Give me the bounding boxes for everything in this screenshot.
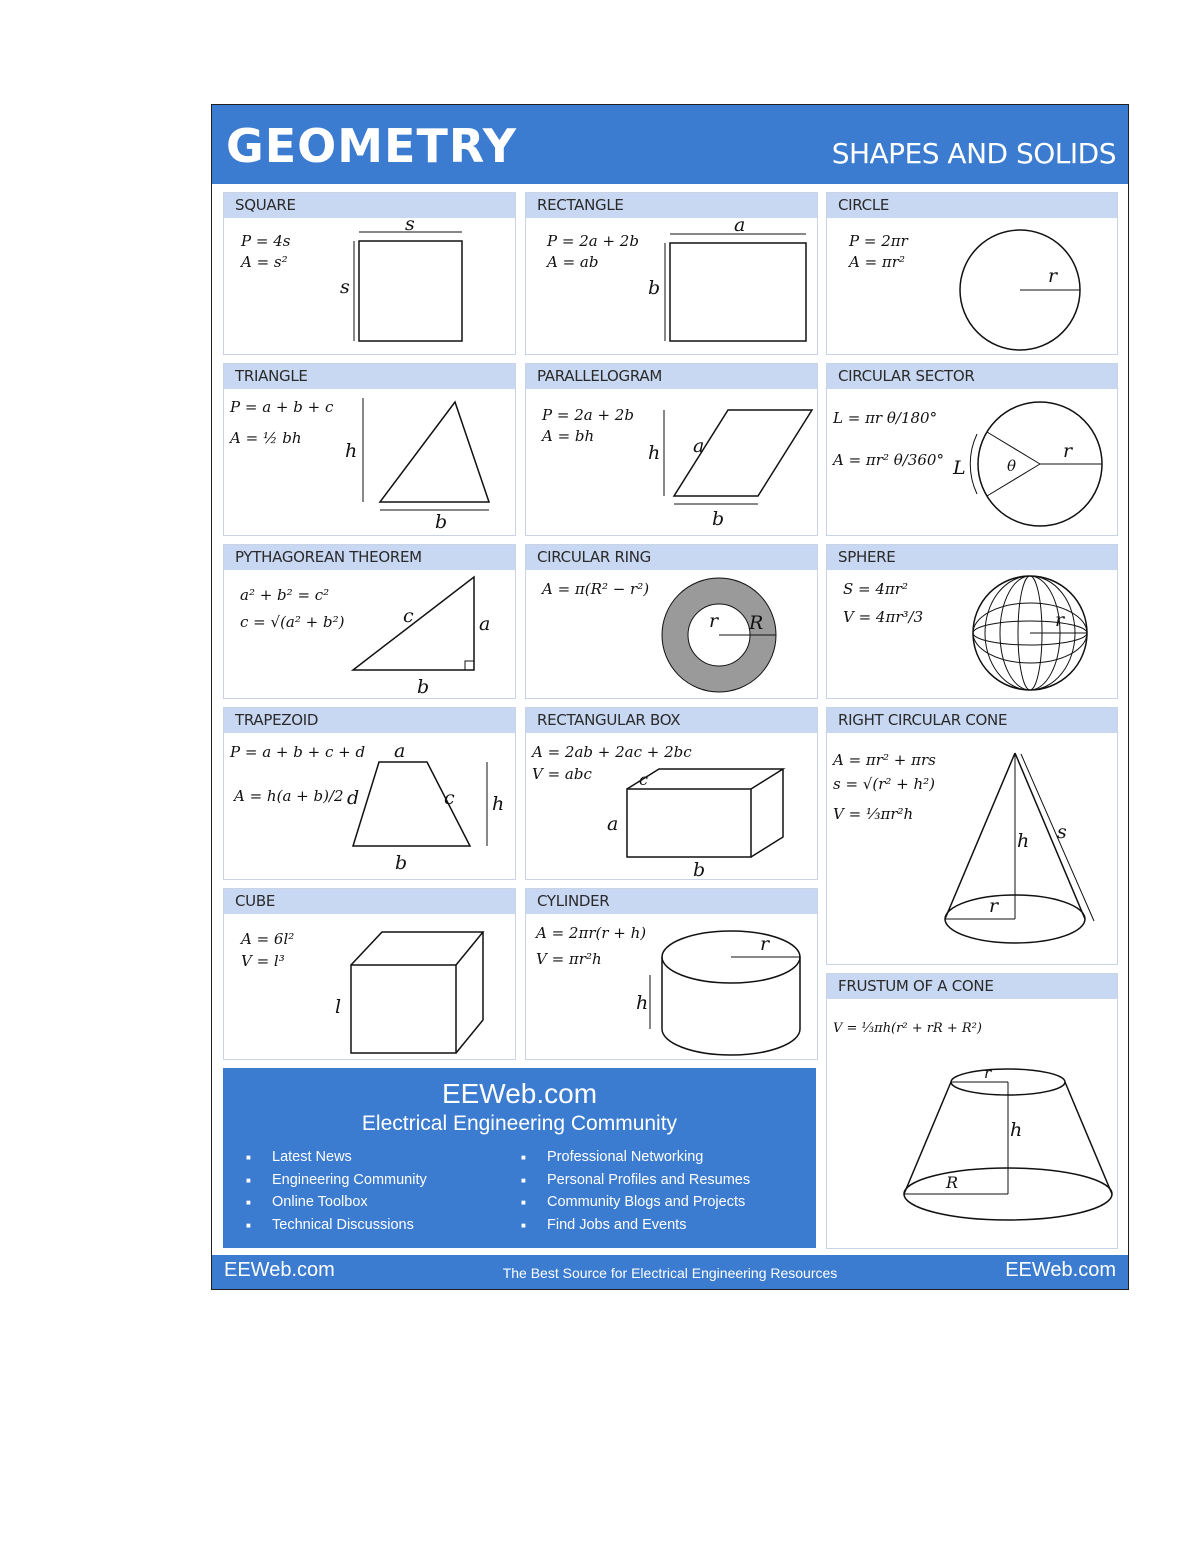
- label-height: h: [648, 442, 661, 464]
- label-radius: r: [989, 895, 999, 917]
- panel-title: PARALLELOGRAM: [526, 364, 817, 389]
- formula-arc-length: L = πr θ/180°: [833, 409, 938, 427]
- formula-area: A = πr² + πrs: [833, 751, 936, 769]
- formula-surface: S = 4πr²: [843, 580, 908, 598]
- list-item[interactable]: ■ Technical Discussions: [272, 1214, 427, 1237]
- panel-sphere: [826, 544, 1118, 699]
- panel-title: RECTANGLE: [526, 193, 817, 218]
- panel-parallelogram: [525, 363, 818, 536]
- formula-area: A = 2ab + 2ac + 2bc: [532, 743, 692, 761]
- formula-perimeter: P = 4s: [241, 232, 291, 250]
- circle-diagram: [952, 223, 1092, 353]
- label-slant: s: [1057, 821, 1067, 843]
- footer-bar: [212, 1255, 1128, 1289]
- list-item[interactable]: ■ Community Blogs and Projects: [547, 1191, 750, 1214]
- panel-title: FRUSTUM OF A CONE: [827, 974, 1117, 999]
- panel-title: TRAPEZOID: [224, 708, 515, 733]
- formula-volume: V = 4πr³/3: [843, 608, 924, 626]
- page-title: GEOMETRY: [226, 119, 518, 173]
- formula-perimeter: P = a + b + c + d: [230, 743, 366, 761]
- box-diagram: [607, 738, 811, 881]
- label-radius: r: [1063, 440, 1073, 462]
- label-height: h: [1017, 830, 1030, 852]
- cylinder-diagram: [626, 917, 806, 1062]
- panel-title: TRIANGLE: [224, 364, 515, 389]
- label-radius: r: [1055, 609, 1065, 631]
- formula-volume: V = ⅓πr²h: [833, 805, 914, 823]
- cone-diagram: [937, 748, 1097, 958]
- formula-area: A = ab: [547, 253, 599, 271]
- frustum-diagram: [902, 1064, 1102, 1224]
- formula-area: A = h(a + b)/2: [234, 787, 344, 805]
- label-height: h: [636, 992, 649, 1014]
- formula-area: A = π(R² − r²): [542, 580, 650, 598]
- triangle-diagram: [339, 394, 509, 534]
- label-c: c: [444, 787, 455, 809]
- formula-perimeter: P = 2a + 2b: [547, 232, 639, 250]
- formula-hypotenuse: c = √(a² + b²): [240, 613, 345, 631]
- label-a: a: [394, 740, 406, 762]
- formula-area: A = 2πr(r + h): [536, 924, 647, 942]
- formula-area: A = 6l²: [241, 930, 295, 948]
- label-a: a: [734, 214, 746, 236]
- header-bar: [212, 105, 1128, 184]
- ring-diagram: [651, 573, 811, 698]
- panel-triangle: [223, 363, 516, 536]
- right-triangle-diagram: [339, 575, 509, 700]
- label-side-a: a: [693, 435, 705, 457]
- panel-title: PYTHAGOREAN THEOREM: [224, 545, 515, 570]
- sphere-diagram: [957, 573, 1107, 698]
- formula-area: A = ½ bh: [230, 429, 302, 447]
- footer-tagline: The Best Source for Electrical Engineering Resources: [502, 1265, 838, 1281]
- formula-perimeter: P = 2πr: [849, 232, 908, 250]
- formula-volume: V = ⅓πh(r² + rR + R²): [833, 1021, 982, 1036]
- formula-perimeter: P = a + b + c: [230, 398, 334, 416]
- panel-rectangular-box: [525, 707, 818, 880]
- label-b: b: [648, 277, 661, 299]
- panel-title: CIRCULAR SECTOR: [827, 364, 1117, 389]
- label-base: b: [435, 511, 448, 533]
- formula-volume: V = abc: [532, 765, 592, 783]
- label-angle: θ: [1007, 457, 1017, 475]
- label-side-s: s: [340, 276, 350, 298]
- promo-title[interactable]: EEWeb.com: [441, 1078, 598, 1109]
- page-subtitle: SHAPES AND SOLIDS: [831, 137, 1116, 170]
- footer-link-right[interactable]: EEWeb.com: [1005, 1259, 1116, 1281]
- promo-list-right: [547, 1146, 750, 1236]
- panel-title: CYLINDER: [526, 889, 817, 914]
- label-leg-a: a: [479, 613, 491, 635]
- label-leg-b: b: [417, 676, 430, 698]
- parallelogram-diagram: [626, 394, 816, 534]
- panel-frustum-of-a-cone: [826, 973, 1118, 1249]
- formula-area: A = s²: [241, 253, 288, 271]
- label-h: h: [492, 793, 505, 815]
- label-radius: r: [760, 933, 770, 955]
- formula-perimeter: P = 2a + 2b: [542, 406, 634, 424]
- label-b: b: [395, 852, 408, 874]
- label-d: d: [347, 787, 360, 809]
- list-item[interactable]: ■ Latest News: [272, 1146, 427, 1169]
- label-base-radius: R: [946, 1173, 959, 1192]
- formula-volume: V = πr²h: [536, 950, 602, 968]
- label-inner-radius: r: [709, 610, 719, 632]
- label-outer-radius: R: [749, 612, 764, 634]
- rectangle-diagram: [636, 214, 816, 353]
- label-hypotenuse: c: [403, 605, 414, 627]
- panel-circle: [826, 192, 1118, 355]
- panel-title: RIGHT CIRCULAR CONE: [827, 708, 1117, 733]
- formula-area: A = bh: [542, 427, 595, 445]
- panel-rectangle: [525, 192, 818, 355]
- label-radius: r: [1048, 265, 1058, 287]
- panel-title: CIRCULAR RING: [526, 545, 817, 570]
- panel-title: SQUARE: [224, 193, 515, 218]
- cube-diagram: [319, 919, 519, 1059]
- panel-square: [223, 192, 516, 355]
- panel-trapezoid: [223, 707, 516, 880]
- label-b: b: [693, 859, 706, 881]
- eeweb-promo: [223, 1068, 816, 1248]
- formula-area: A = πr²: [849, 253, 905, 271]
- footer-link-left[interactable]: EEWeb.com: [224, 1259, 335, 1281]
- panel-title: SPHERE: [827, 545, 1117, 570]
- formula-volume: V = l³: [241, 952, 285, 970]
- square-diagram: [334, 213, 534, 353]
- label-side-s: s: [405, 213, 415, 235]
- label-height: h: [1010, 1119, 1023, 1141]
- panel-title: CUBE: [224, 889, 515, 914]
- label-a: a: [607, 813, 619, 835]
- panel-pythagorean-theorem: [223, 544, 516, 699]
- list-item[interactable]: ■ Professional Networking: [547, 1146, 750, 1169]
- panel-title: RECTANGULAR BOX: [526, 708, 817, 733]
- panel-right-circular-cone: [826, 707, 1118, 965]
- label-base: b: [712, 508, 725, 530]
- list-item[interactable]: ■ Engineering Community: [272, 1169, 427, 1192]
- trapezoid-diagram: [339, 738, 514, 878]
- panel-cylinder: [525, 888, 818, 1060]
- label-top-radius: r: [984, 1064, 992, 1082]
- panel-cube: [223, 888, 516, 1060]
- geometry-sheet: [211, 104, 1129, 1290]
- promo-list-left: [272, 1146, 427, 1236]
- list-item[interactable]: ■ Online Toolbox: [272, 1191, 427, 1214]
- label-edge: l: [335, 996, 342, 1018]
- label-arc-length: L: [953, 457, 966, 479]
- panel-title: CIRCLE: [827, 193, 1117, 218]
- label-height: h: [345, 440, 358, 462]
- list-item[interactable]: ■ Find Jobs and Events: [547, 1214, 750, 1237]
- panel-circular-ring: [525, 544, 818, 699]
- formula-area: A = πr² θ/360°: [833, 451, 944, 469]
- sector-diagram: [955, 394, 1115, 534]
- list-item[interactable]: ■ Personal Profiles and Resumes: [547, 1169, 750, 1192]
- formula-slant: s = √(r² + h²): [833, 775, 936, 793]
- label-c: c: [639, 770, 648, 789]
- formula-pythagorean: a² + b² = c²: [240, 586, 330, 604]
- promo-subtitle: Electrical Engineering Community: [361, 1112, 678, 1135]
- panel-circular-sector: [826, 363, 1118, 536]
